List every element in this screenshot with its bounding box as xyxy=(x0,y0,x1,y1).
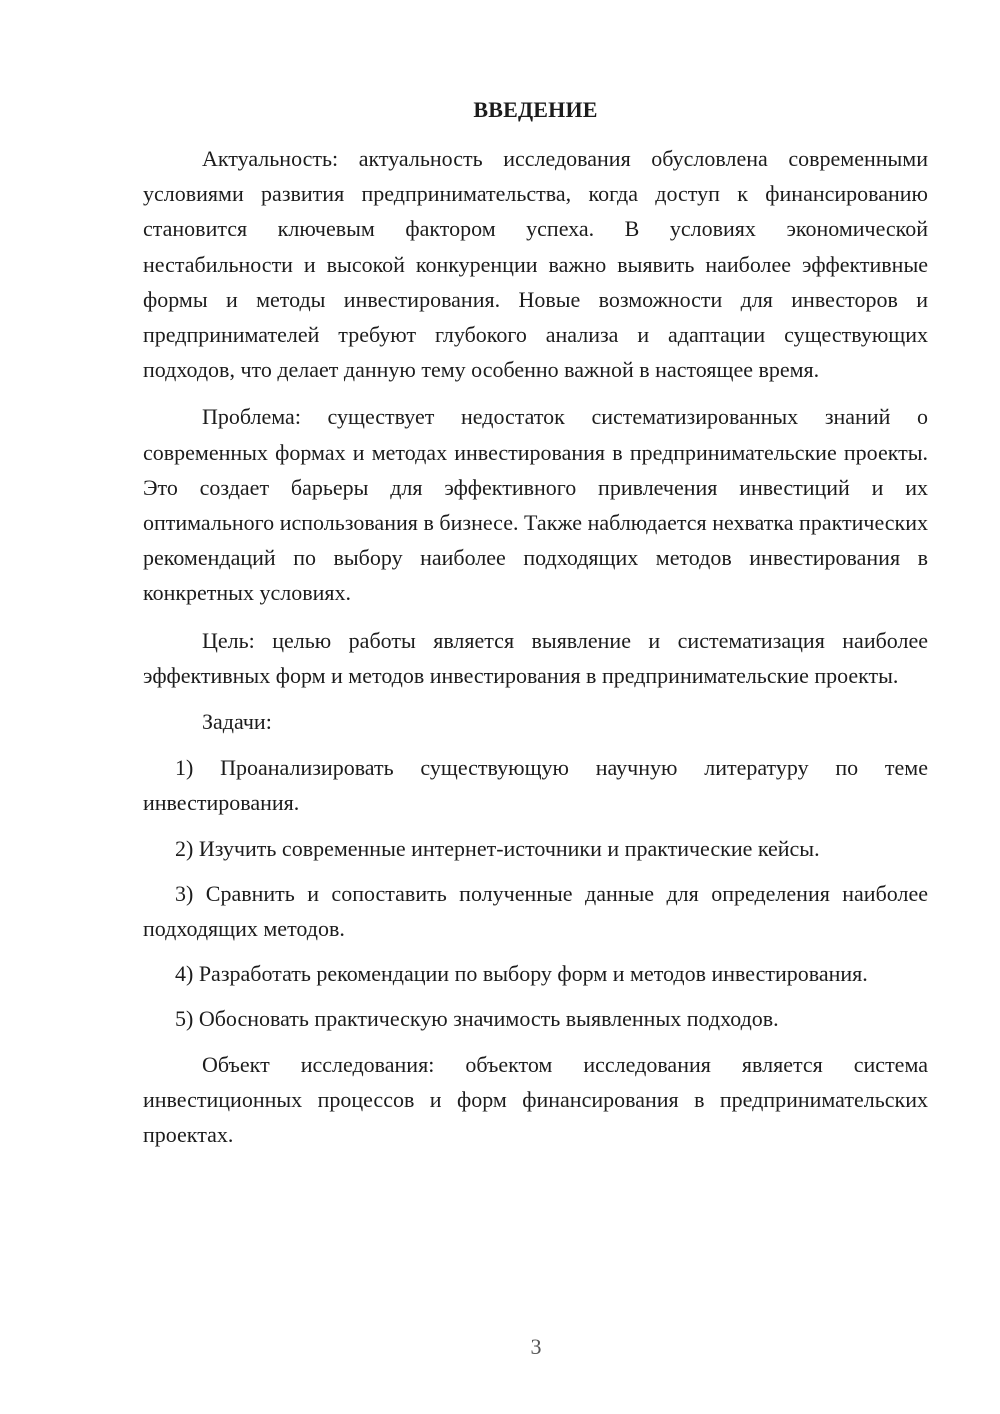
paragraph-relevance: Актуальность: актуальность исследования обусловлена современными условиями развития предпринимательства, когда доступ к финансированию становится ключевым фактором успеха. В условиях экономической нестабильности и высокой конкуренции важно выявить наиболее эффективные формы и методы инвестирования. Новые возможности для инвесторов и предпринимателей требуют глубокого анализа и адаптации существующих подходов, что делает данную тему особенно важной в настоящее время. xyxy=(143,146,928,383)
task-item-2: 2) Изучить современные интернет-источники и практические кейсы. xyxy=(175,835,820,861)
task-item-3: 3) Сравнить и сопоставить полученные данные для определения наиболее подходящих методов. xyxy=(143,880,928,942)
task-item-1: 1) Проанализировать существующую научную литературу по теме инвестирования. xyxy=(143,755,928,816)
task-item-4: 4) Разработать рекомендации по выбору форм и методов инвестирования. xyxy=(175,961,868,987)
page-number: 3 xyxy=(530,1334,542,1359)
paragraph-goal: Цель: целью работы является выявление и систематизация наиболее эффективных форм и методов инвестирования в предпринимательские проекты. xyxy=(143,627,928,688)
page-title: ВВЕДЕНИЕ xyxy=(473,97,598,122)
body-text xyxy=(143,141,928,1152)
paragraph-tasks-heading: Задачи: xyxy=(202,709,272,735)
paragraph-object: Объект исследования: объектом исследования является система инвестиционных процессов и форм финансирования в предпринимательских проектах. xyxy=(143,1051,928,1148)
task-item-5: 5) Обосновать практическую значимость выявленных подходов. xyxy=(175,1006,779,1032)
paragraph-problem: Проблема: существует недостаток систематизированных знаний о современных формах и методах инвестирования в предпринимательские проекты. Это создает барьеры для эффективного привлечения инвестиций и их оптимального использования в бизнесе. Также наблюдается нехватка практических рекомендаций по выбору наиболее подходящих методов инвестирования в конкретных условиях. xyxy=(143,404,928,606)
